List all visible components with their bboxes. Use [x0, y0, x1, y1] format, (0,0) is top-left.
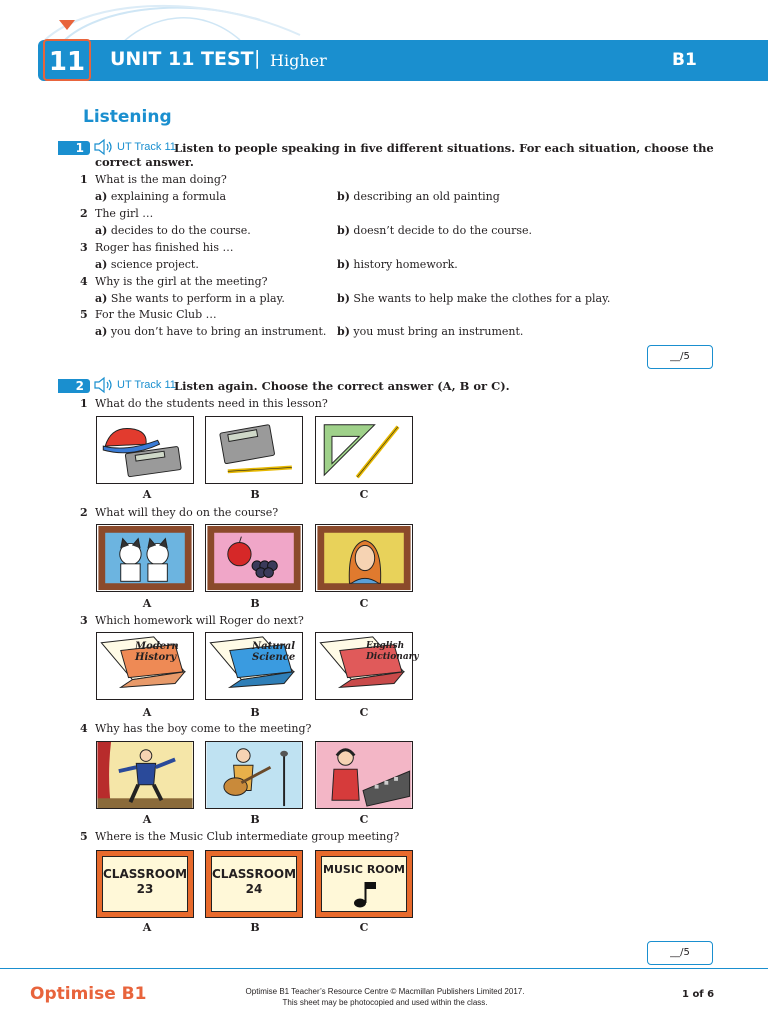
picture-boy-at-mixing-desk[interactable]: [315, 741, 413, 809]
question-text: Why is the girl at the meeting?: [95, 275, 268, 288]
copyright-line: This sheet may be photocopied and used within the class.: [282, 998, 488, 1007]
picture-music-room-sign[interactable]: [315, 850, 413, 918]
question-text: What will they do on the course?: [95, 506, 279, 519]
question-number: 1: [80, 397, 88, 410]
option-a[interactable]: a) decides to do the course.: [95, 224, 251, 237]
letter-b: B: [250, 921, 260, 934]
book-title: Natural Science: [252, 641, 296, 663]
unit-number-badge: 11: [43, 39, 91, 81]
question-text: What do the students need in this lesson?: [95, 397, 328, 410]
exercise-1-number: 1: [58, 141, 90, 155]
letter-a: A: [142, 706, 152, 719]
footer-copyright: [240, 986, 530, 1008]
letter-c: C: [359, 813, 369, 826]
room-sign: CLASSROOM 24: [211, 856, 297, 912]
option-a[interactable]: a) you don’t have to bring an instrument.: [95, 325, 327, 338]
letter-b: B: [250, 488, 260, 501]
question-text: Roger has finished his …: [95, 241, 234, 254]
exercise-2-instruction: Listen again. Choose the correct answer (A, B or C).: [174, 379, 510, 393]
letter-b: B: [250, 706, 260, 719]
option-b[interactable]: b) She wants to help make the clothes for a play.: [337, 292, 611, 305]
header-decoration: [0, 0, 768, 45]
question-text: The girl …: [95, 207, 154, 220]
letter-b: B: [250, 597, 260, 610]
music-note-icon: [352, 879, 378, 909]
title-separator: |: [254, 47, 261, 69]
question-text: What is the man doing?: [95, 173, 227, 186]
option-b[interactable]: b) doesn’t decide to do the course.: [337, 224, 532, 237]
footer-divider: [0, 968, 768, 969]
unit-title: UNIT 11 TEST: [110, 48, 254, 70]
page-number: 1 of 6: [682, 989, 715, 1000]
section-title: Listening: [83, 107, 172, 127]
cefr-level: B1: [672, 50, 697, 70]
picture-history-book[interactable]: [96, 632, 194, 700]
question-number: 3: [80, 241, 88, 254]
option-b[interactable]: b) you must bring an instrument.: [337, 325, 524, 338]
picture-calculator-and-pencil[interactable]: [205, 416, 303, 484]
speaker-icon: [94, 378, 114, 392]
picture-science-book[interactable]: [205, 632, 303, 700]
room-sign: CLASSROOM 23: [102, 856, 188, 912]
question-number: 4: [80, 722, 88, 735]
picture-set-square-and-pencil[interactable]: [315, 416, 413, 484]
question-number: 2: [80, 207, 88, 220]
picture-cats-painting[interactable]: [96, 524, 194, 592]
unit-marker-triangle: [59, 20, 75, 30]
question-number: 4: [80, 275, 88, 288]
book-title: Modern History: [135, 641, 179, 663]
room-sign: MUSIC ROOM: [321, 856, 407, 912]
letter-b: B: [250, 813, 260, 826]
exercise-1-score-box[interactable]: __/5: [647, 345, 713, 369]
option-a[interactable]: a) She wants to perform in a play.: [95, 292, 285, 305]
option-b[interactable]: b) describing an old painting: [337, 190, 500, 203]
picture-fruit-painting[interactable]: [205, 524, 303, 592]
question-number: 1: [80, 173, 88, 186]
letter-c: C: [359, 488, 369, 501]
letter-a: A: [142, 921, 152, 934]
option-b[interactable]: b) history homework.: [337, 258, 458, 271]
audio-track-label: UT Track 11: [117, 379, 176, 391]
audio-track-label: UT Track 11: [117, 141, 176, 153]
exercise-2-number: 2: [58, 379, 90, 393]
letter-a: A: [142, 813, 152, 826]
picture-classroom-23-sign[interactable]: [96, 850, 194, 918]
question-number: 2: [80, 506, 88, 519]
question-text: Why has the boy come to the meeting?: [95, 722, 312, 735]
picture-cap-and-calculator[interactable]: [96, 416, 194, 484]
picture-dictionary[interactable]: [315, 632, 419, 700]
question-number: 5: [80, 308, 88, 321]
exercise-2-score-box[interactable]: __/5: [647, 941, 713, 965]
speaker-icon: [94, 140, 114, 154]
picture-actor-on-stage[interactable]: [96, 741, 194, 809]
test-level: Higher: [270, 51, 327, 70]
exercise-1-instruction: Listen to people speaking in five different situations. For each situation, choose the: [174, 141, 714, 155]
picture-portrait-painting[interactable]: [315, 524, 413, 592]
option-a[interactable]: a) science project.: [95, 258, 199, 271]
letter-a: A: [142, 597, 152, 610]
letter-c: C: [359, 921, 369, 934]
letter-c: C: [359, 706, 369, 719]
book-title: English Dictionary: [366, 641, 419, 662]
footer-brand: Optimise B1: [30, 984, 147, 1004]
letter-c: C: [359, 597, 369, 610]
question-number: 5: [80, 830, 88, 843]
copyright-line: Optimise B1 Teacher’s Resource Centre © Macmillan Publishers Limited 2017.: [245, 987, 525, 996]
question-number: 3: [80, 614, 88, 627]
picture-boy-with-guitar[interactable]: [205, 741, 303, 809]
question-text: Which homework will Roger do next?: [95, 614, 304, 627]
letter-a: A: [142, 488, 152, 501]
exercise-1-instruction-cont: correct answer.: [95, 155, 194, 169]
question-text: Where is the Music Club intermediate group meeting?: [95, 830, 400, 843]
question-text: For the Music Club …: [95, 308, 217, 321]
option-a[interactable]: a) explaining a formula: [95, 190, 227, 203]
picture-classroom-24-sign[interactable]: [205, 850, 303, 918]
